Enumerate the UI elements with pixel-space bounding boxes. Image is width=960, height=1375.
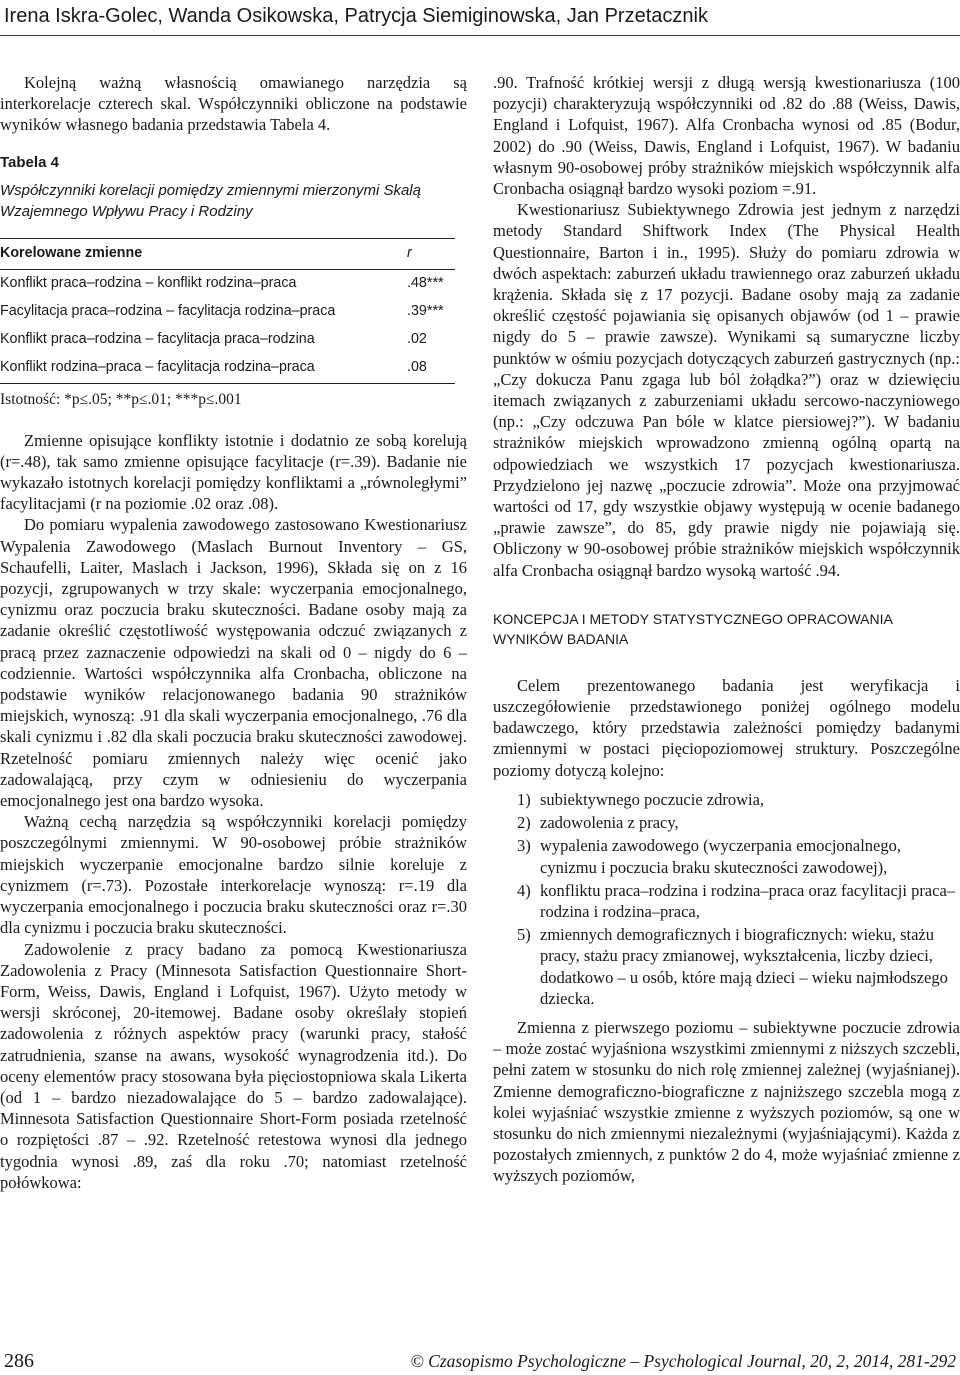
body-paragraph: Zadowolenie z pracy badano za pomocą Kwestionariusza Zadowolenia z Pracy (Minnesota Satisfaction Questionnaire Short-Form, Weiss, Dawis, England i Lofquist, 1967). Użyto metody w wersji skróconej, 20-itemowej. Badane osoby określały stopień zadowolenia z różnych aspektów pracy (warunki pracy, stałość zatrudnienia, szanse na awans, wysokość wynagrodzenia itd.). Do oceny elementów pracy stosowana była pięciostopniowa skala Likerta (od 1 – bardzo niezadowalające do 5 – bardzo zadowalające). Minnesota Satisfaction Questionnaire Short-Form posiada rzetelność o rozpiętości .87 – .92. Rzetelność retestowa wynosi dla jednego tygodnia wynosi .89, zaś dla roku .70; natomiast rzetelność połówkowa: <box>0 939 467 1192</box>
running-head-authors: Irena Iskra-Golec, Wanda Osikowska, Patrycja Siemiginowska, Jan Przetacznik <box>4 5 708 27</box>
table-row <box>0 326 455 354</box>
body-paragraph: Ważną cechą narzędzia są współczynniki korelacji pomiędzy poszczególnymi zmiennymi. W 90-osobowej próbie strażników miejskich wyczerpanie emocjonalne bardzo silnie koreluje z cynizmem (r=.73). Pozostałe interkorelacje wynoszą: r=.19 dla wyczerpania emocjonalnego i poczucia braku skuteczności oraz r=.30 dla cynizmu i poczucia braku skuteczności. <box>0 812 467 938</box>
list-item-text: subiektywnego poczucie zdrowia, <box>540 789 765 809</box>
row-label: Konflikt praca–rodzina – konflikt rodzina–praca <box>0 274 297 291</box>
table-row <box>0 298 455 326</box>
column-header-r: r <box>407 238 455 269</box>
body-paragraph: Zmienna z pierwszego poziomu – subiektywne poczucie zdrowia – może zostać wyjaśniona wszystkimi zmiennymi z niższych szczebli, pełni zatem w stosunku do nich rolę zmiennej zależnej (wyjaśnianej). Zmienne demograficzno-biograficzne z najniższego szczebla mogą z kolei wyjaśniać wszystkie zmienne z wyższych poziomów, są one w stosunku do nich zmiennymi niezależnymi (wyjaśniającymi). Każda z pozostałych zmiennych, z punktów 2 do 4, może wyjaśniać zmienne z wyższych poziomów, <box>493 1017 960 1186</box>
left-column <box>0 72 467 1193</box>
list-item-number: 3) <box>517 836 531 856</box>
list-item <box>493 812 960 833</box>
row-label: Facylitacja praca–rodzina – facylitacja rodzina–praca <box>0 303 336 320</box>
list-item-text: wypalenia zawodowego (wyczerpania emocjonalnego, cynizmu i poczucia braku skuteczności zawodowej), <box>540 836 902 877</box>
list-item-text: zmiennych demograficznych i biograficznych: wieku, stażu pracy, stażu pracy zmianowej, wykształcenia, liczby dzieci, dodatkowo – u osób, które mają dzieci – wieku najmłodszego dziecka. <box>540 925 948 1008</box>
list-item-number: 2) <box>517 813 531 833</box>
body-paragraph: Kwestionariusz Subiektywnego Zdrowia jest jednym z narzędzi metody Standard Shiftwork Index (The Physical Health Questionnaire, Barton i in., 1995). Służy do pomiaru zdrowia w dwóch aspektach: zaburzeń układu trawiennego oraz zaburzeń układu krążenia. Składa się z 17 pozycji. Badane osoby mają za zadanie określić częstość pojawiania się opisanych objawów (od 1 – prawie nigdy do 5 – prawie zawsze). Wynikami są sumaryczne liczby punktów w ośmiu pozycjach dotyczących zaburzeń gastrycznych (np.: „Czy dokucza Panu zgaga lub ból żołądka?”) oraz w dziewięciu itemach związanych z zaburzeniami układu sercowo-naczyniowego (np.: „Czy odczuwa Pan bóle w klatce piersiowej?”). W badaniu strażników miejskich wprowadzono zmienną ogólną opartą na odpowiedziach we wszystkich 17 pozycjach kwestionariusza. Przydzielono jej nazwę „poczucie zdrowia”. Może ona przyjmować wartości od 17, gdy wszystkie objawy występują w ocenie badanego „prawie zawsze”, do 85, gdy prawie nigdy nie pojawiają się. Obliczony w 90-osobowej próbie strażników miejskich współczynnik alfa Cronbacha osiągnął bardzo wysoką wartość .94. <box>493 200 960 580</box>
header-rule <box>0 35 960 36</box>
row-label: Konflikt rodzina–praca – facylitacja rodzina–praca <box>0 354 407 383</box>
body-paragraph: Zmienne opisujące konflikty istotnie i dodatnio ze sobą korelują (r=.48), tak samo zmienne opisujące facylitacje (r=.39). Badanie nie wykazało istotnych korelacji pomiędzy konfliktami a „równoległymi” facylitacjami (r na poziomie .02 oraz .08). <box>0 430 467 514</box>
journal-citation: © Czasopismo Psychologiczne – Psychological Journal, 20, 2, 2014, 281-292 <box>410 1351 956 1371</box>
table-row <box>0 354 455 383</box>
table-subtitle: Współczynniki korelacji pomiędzy zmiennymi mierzonymi Skalą Wzajemnego Wpływu Pracy i Rodziny <box>0 181 421 220</box>
intro-paragraph: Kolejną ważną własnością omawianego narzędzia są interkorelacje czterech skal. Współczynniki obliczone na podstawie wyników własnego badania przedstawia Tabela 4. <box>0 73 467 135</box>
list-item <box>493 924 960 1009</box>
table-row <box>0 269 455 298</box>
section-heading: KONCEPCJA I METODY STATYSTYCZNEGO OPRACOWANIA WYNIKÓW BADANIA <box>493 610 893 647</box>
row-r-value: .02 <box>407 331 427 348</box>
row-r-value: .39*** <box>407 303 444 320</box>
right-column <box>493 72 960 1187</box>
row-r-value: .08 <box>407 354 455 383</box>
list-item <box>493 789 960 810</box>
row-r-value: .48*** <box>407 274 444 291</box>
table-header-row <box>0 238 455 269</box>
row-label: Konflikt praca–rodzina – facylitacja praca–rodzina <box>0 331 315 348</box>
page-number: 286 <box>4 1350 34 1372</box>
list-item-number: 4) <box>517 880 531 900</box>
list-item-number: 1) <box>517 789 531 809</box>
list-item-text: zadowolenia z pracy, <box>540 813 679 833</box>
table-title: Tabela 4 <box>0 153 59 171</box>
body-paragraph: Do pomiaru wypalenia zawodowego zastosowano Kwestionariusz Wypalenia Zawodowego (Maslach Burnout Inventory – GS, Schaufelli, Laiter, Maslach i Jackson, 1996), Składa się on z 16 pozycji, zgrupowanych w trzy skale: wyczerpania emocjonalnego, cynizmu oraz poczucia braku skuteczności. Badane osoby mają za zadanie określić częstotliwość występowania odczuć związanych z pracą przez zaznaczenie odpowiedzi na skali od 0 – nigdy do 6 – codziennie. Wartości współczynnika alfa Cronbacha, obliczone na podstawie wyników relacjonowanego badania 90 strażników miejskich, wynoszą: .91 dla skali wyczerpania emocjonalnego, .76 dla skali cynizmu i .82 dla skali poczucia braku skuteczności zawodowej. Rzetelność pomiaru zmiennych należy więc ocenić jako zadowalającą, przy czym w odniesieniu do wyczerpania emocjonalnego jest ona bardzo wysoka. <box>0 515 467 811</box>
table-4 <box>0 154 467 410</box>
list-item-text: konfliktu praca–rodzina i rodzina–praca oraz facylitacji praca–rodzina i rodzina–praca, <box>540 880 956 921</box>
correlation-table <box>0 238 455 384</box>
model-levels-list <box>493 789 960 1009</box>
column-header-variables: Korelowane zmienne <box>0 238 407 269</box>
body-paragraph: .90. Trafność krótkiej wersji z długą wersją kwestionariusza (100 pozycji) charakteryzują współczynniki od .82 do .88 (Weiss, Dawis, England i Lofquist, 1967). Alfa Cronbacha wynosi od .85 (Bodur, 2002) do .90 (Weiss, Dawis, England i Lofquist, 1967). W badaniu własnym 90-osobowej próby strażników miejskich współczynnik alfa Cronbacha osiągnął bardzo wysoki poziom =.91. <box>493 73 960 199</box>
list-item <box>493 835 960 877</box>
body-paragraph: Celem prezentowanego badania jest weryfikacja i uszczegółowienie przedstawionego poniżej ogólnego modelu badawczego, który przedstawia zależności pomiędzy badanymi zmiennymi w postaci pięciopoziomowej struktury. Poszczególne poziomy dotyczą kolejno: <box>493 675 960 780</box>
list-item <box>493 880 960 922</box>
list-item-number: 5) <box>517 925 531 945</box>
table-significance-note: Istotność: *p≤.05; **p≤.01; ***p≤.001 <box>0 390 242 408</box>
